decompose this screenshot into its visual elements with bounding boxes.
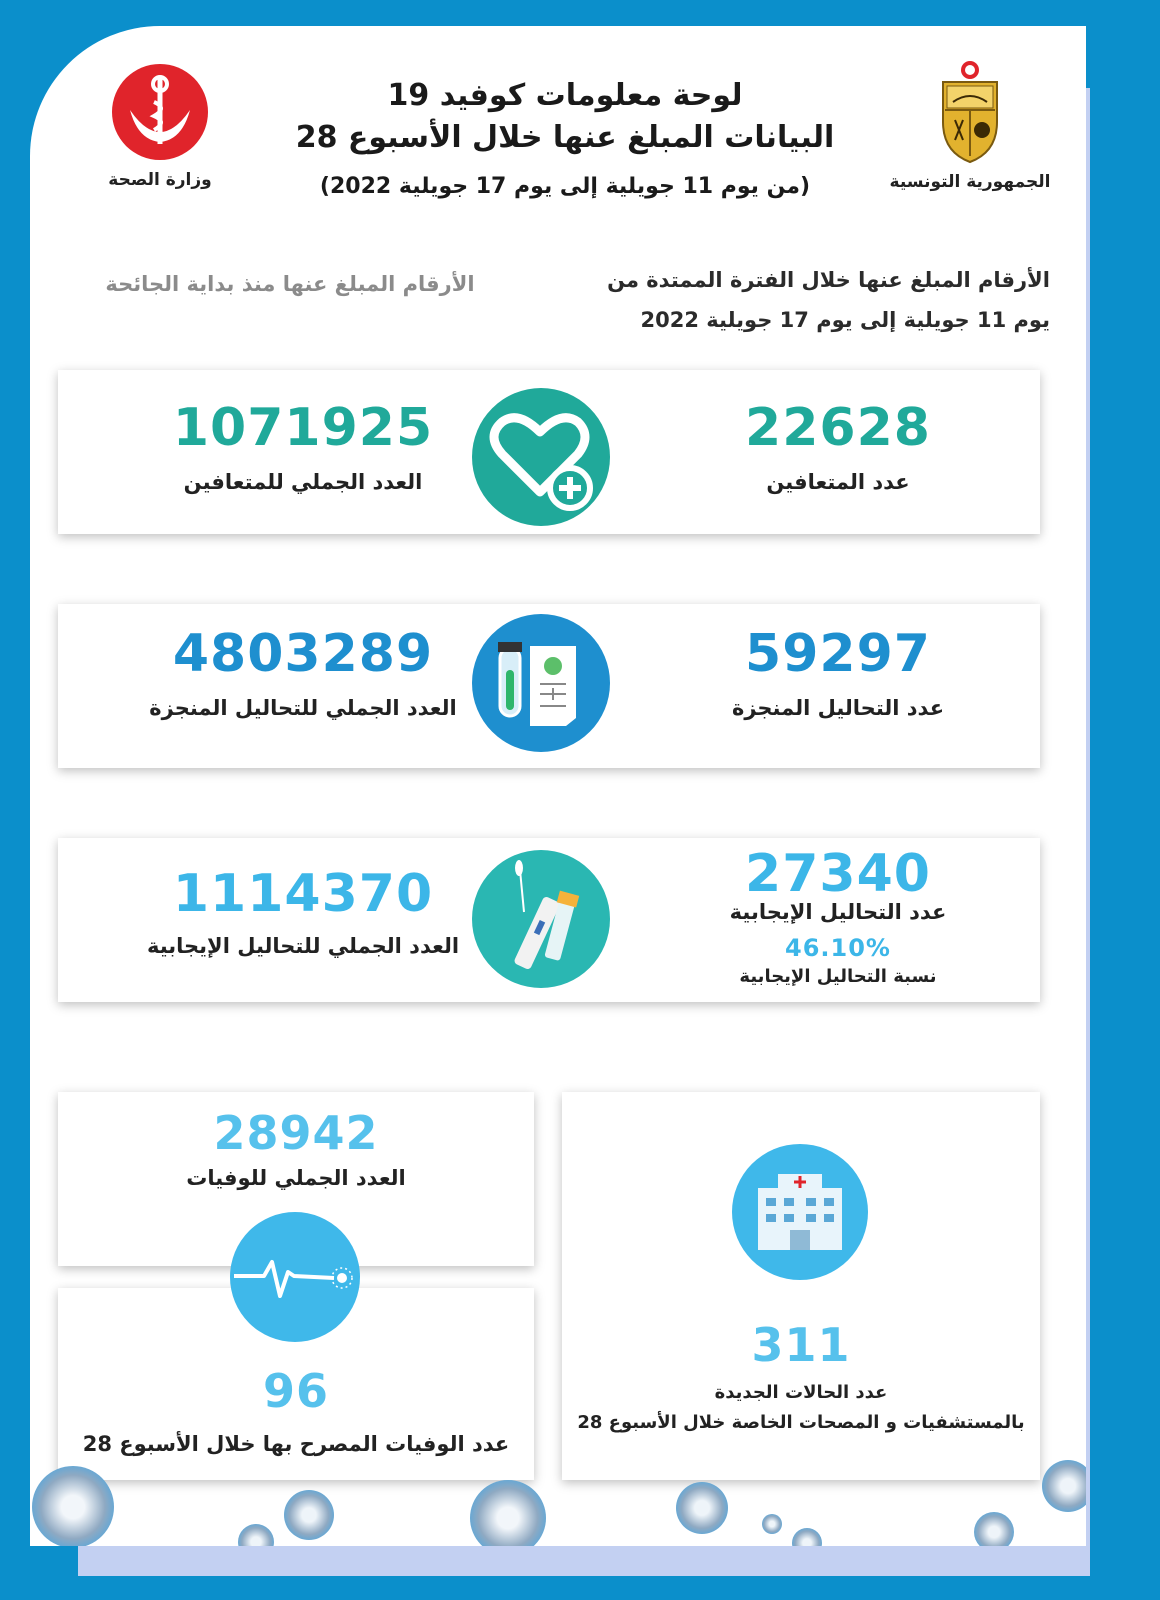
positive-icon-circle — [472, 850, 610, 988]
hospital-building-icon — [732, 1144, 868, 1280]
weekly-section-heading: الأرقام المبلغ عنها خلال الفترة الممتدة من يوم 11 جويلية إلى يوم 17 جويلية 2022 — [607, 268, 1050, 332]
weekly-tests-value: 59297 — [745, 624, 931, 684]
virus-decoration-icon — [284, 1490, 334, 1540]
total-deaths-label: العدد الجملي للوفيات — [186, 1166, 406, 1190]
test-tube-report-icon — [472, 614, 610, 752]
total-recovered-value: 1071925 — [172, 398, 434, 458]
virus-decoration-icon — [238, 1524, 274, 1546]
page-title: لوحة معلومات كوفيد 19 — [387, 78, 743, 113]
ministry-of-health-icon — [110, 62, 210, 162]
cumulative-section-heading: الأرقام المبلغ عنها منذ بداية الجائحة — [105, 272, 475, 296]
virus-decoration-icon — [1042, 1460, 1086, 1512]
total-deaths-value: 28942 — [213, 1106, 379, 1160]
ministry-caption: وزارة الصحة — [108, 170, 212, 190]
dashboard-panel — [30, 26, 1086, 1546]
recovered-card — [58, 370, 1040, 534]
hospital-icon-circle — [732, 1144, 868, 1280]
tunisia-coat-of-arms-icon — [935, 60, 1005, 164]
virus-decoration-icon — [32, 1466, 114, 1546]
ministry-logo — [80, 62, 240, 190]
heartbeat-line-icon — [230, 1212, 360, 1342]
weekly-deaths-value: 96 — [262, 1364, 329, 1418]
total-recovered-label: العدد الجملي للمتعافين — [183, 470, 423, 494]
rapid-test-icon — [472, 850, 610, 988]
hospital-card — [562, 1092, 1040, 1480]
hospital-cases-value: 311 — [751, 1318, 851, 1372]
heart-plus-icon — [472, 388, 610, 526]
total-tests-value: 4803289 — [172, 624, 434, 684]
total-positive-value: 1114370 — [172, 864, 434, 924]
weekly-positive-label: عدد التحاليل الإيجابية — [729, 900, 947, 924]
hospital-cases-label-line2: بالمستشفيات و المصحات الخاصة خلال الأسبوع 28 — [577, 1412, 1025, 1433]
hospital-cases-label-line1: عدد الحالات الجديدة — [714, 1382, 888, 1403]
republic-caption: الجمهورية التونسية — [889, 172, 1051, 192]
weekly-recovered-label: عدد المتعافين — [766, 470, 910, 494]
virus-decoration-icon — [470, 1480, 546, 1546]
weekly-recovered-value: 22628 — [745, 398, 931, 458]
positive-tests-card — [58, 838, 1040, 1002]
republic-emblem — [880, 60, 1060, 192]
virus-decoration-icon — [974, 1512, 1014, 1546]
positive-rate-value: 46.10% — [785, 934, 891, 962]
tests-card — [58, 604, 1040, 768]
virus-decoration-icon — [676, 1482, 728, 1534]
virus-decoration-icon — [792, 1528, 822, 1546]
weekly-positive-value: 27340 — [745, 844, 931, 904]
deaths-icon-circle — [230, 1212, 360, 1342]
date-range: (من يوم 11 جويلية إلى يوم 17 جويلية 2022) — [319, 174, 811, 199]
weekly-tests-label: عدد التحاليل المنجزة — [731, 696, 945, 720]
page-subtitle: البيانات المبلغ عنها خلال الأسبوع 28 — [295, 120, 835, 155]
total-positive-label: العدد الجملي للتحاليل الإيجابية — [146, 934, 460, 958]
positive-rate-label: نسبة التحاليل الإيجابية — [739, 966, 937, 987]
virus-decoration-icon — [762, 1514, 782, 1534]
total-tests-label: العدد الجملي للتحاليل المنجزة — [149, 696, 457, 720]
weekly-deaths-label: عدد الوفيات المصرح بها خلال الأسبوع 28 — [82, 1432, 510, 1456]
tests-icon-circle — [472, 614, 610, 752]
recovered-icon-circle — [472, 388, 610, 526]
